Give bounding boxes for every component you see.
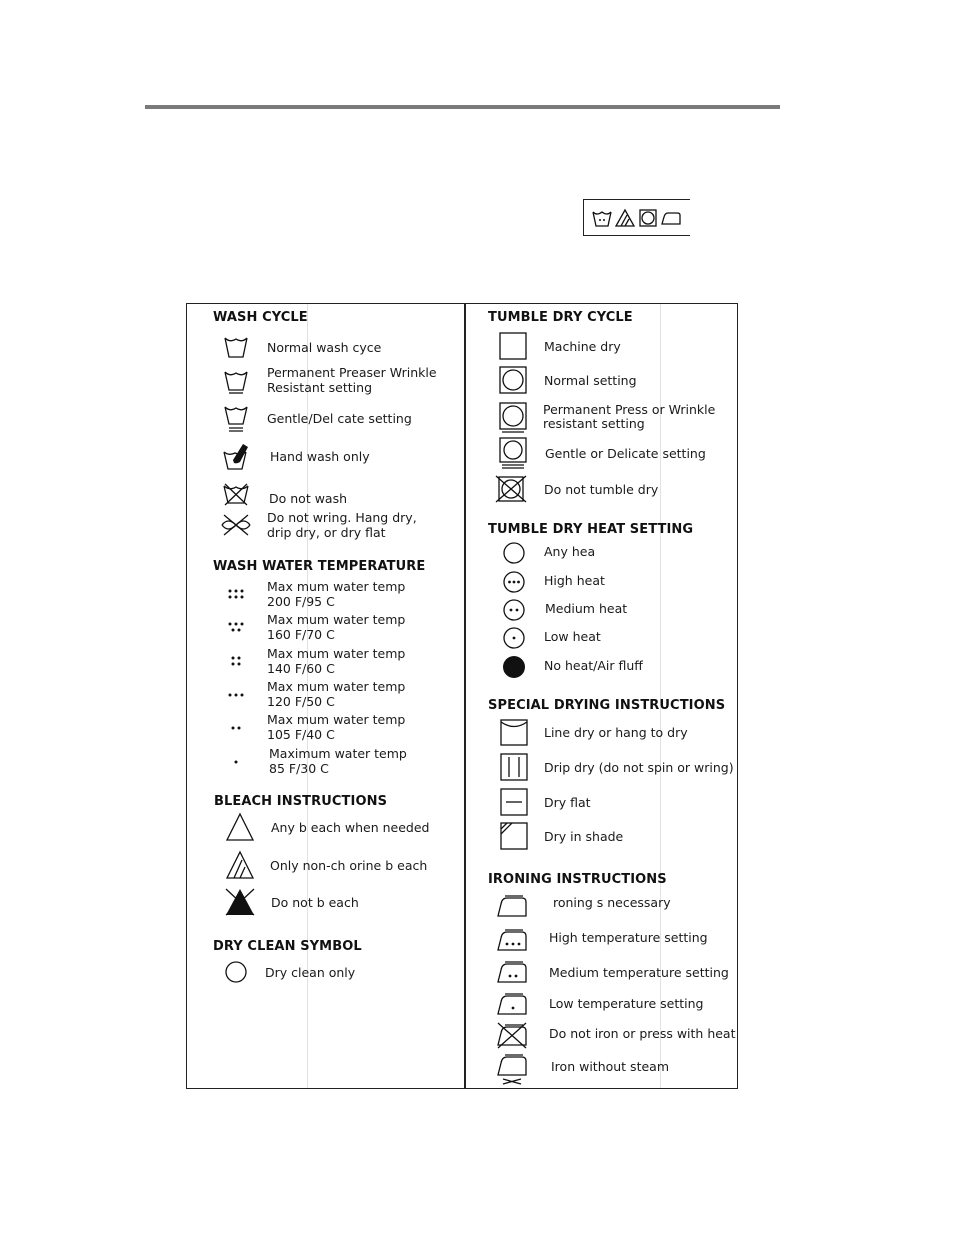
item-label: Iron without steam [551,1058,669,1074]
iron-medium-icon [495,958,529,986]
temp-item-160 [219,611,405,643]
five-dots-icon [226,620,246,634]
bleach-non-chlorine-icon [614,208,636,228]
machine-dry-icon [498,331,528,361]
item-label: 160 F/70 C [267,627,335,642]
tumble-dry-icon [638,208,658,228]
bleach-item-do-not [223,886,359,918]
bleach-item-non-chlorine [223,849,427,881]
item-label: Do not b each [271,894,359,910]
wash-item-do-not-wring [219,509,417,541]
iron-item-low [495,988,703,1020]
heat-item-low [497,622,601,654]
wash-item-normal [219,331,381,363]
do-not-iron-icon [495,1020,529,1050]
low-heat-icon [501,625,527,651]
care-label-example [583,199,690,236]
item-label: Only non-ch orine b each [270,857,428,873]
heat-item-any [497,537,595,569]
tumble-item-do-not [494,473,658,505]
dry-in-shade-icon [499,821,529,851]
tumble-item-gentle [496,437,706,469]
dry-flat-icon [499,787,529,817]
ironing-instructions-title: IRONING INSTRUCTIONS [488,872,667,887]
item-label: Medium temperature setting [549,964,729,980]
item-label: Drip dry (do not spin or wring) [544,759,734,775]
medium-heat-icon [501,597,527,623]
item-label: High temperature setting [549,929,708,945]
tumble-item-permanent-press [496,401,715,433]
iron-no-steam-icon [495,1053,529,1085]
item-label: Normal setting [544,372,637,388]
item-label: resistant setting [543,416,645,431]
item-label: Do not wring. Hang dry, [267,510,417,525]
tumble-item-normal [496,364,637,396]
wash-water-temperature-title: WASH WATER TEMPERATURE [213,559,426,574]
item-label: Maximum water temp [269,746,407,761]
item-label: Medium heat [545,601,628,616]
drip-dry-icon [499,752,529,782]
item-label: Dry clean only [265,964,356,980]
tumble-permanent-press-icon [498,401,528,433]
item-label: No heat/Air fluff [544,657,643,673]
item-label: roning s necessary [553,894,671,910]
drying-item-shade [497,820,623,852]
iron-item-high [495,924,708,956]
item-label: 105 F/40 C [267,727,335,742]
iron-item-necessary [495,890,671,922]
four-dots-icon [226,654,246,668]
item-label: Max mum water temp [267,579,406,594]
wash-tub-icon [591,208,613,228]
wash-item-permanent-press [219,364,437,396]
dry-clean-circle-icon [223,959,249,985]
item-label: Max mum water temp [267,679,406,694]
drying-item-drip [497,751,734,783]
item-label: Any hea [544,543,596,559]
three-dots-icon [226,687,246,701]
iron-item-medium [495,956,729,988]
item-label: 140 F/60 C [267,661,335,676]
temp-item-85 [219,745,407,777]
wash-gentle-icon [222,403,250,433]
bleach-item-any [223,811,429,843]
column-divider [464,304,466,1088]
item-label: Low heat [544,629,601,644]
do-not-bleach-icon [223,886,257,918]
iron-icon [659,208,683,228]
tumble-normal-icon [498,365,528,395]
dry-clean-symbol-title: DRY CLEAN SYMBOL [213,939,362,954]
temp-item-105 [219,711,405,743]
non-chlorine-bleach-icon [225,850,255,880]
care-symbols-chart [186,303,738,1089]
item-label: Hand wash only [270,448,370,464]
item-label: Permanent Preaser Wrinkle [267,365,437,380]
heat-item-none [497,651,643,683]
item-label: drip dry, or dry flat [267,525,386,540]
no-heat-icon [501,654,527,680]
drying-item-line [497,716,688,748]
item-label: High heat [544,573,605,588]
item-label: Gentle/Del cate setting [267,410,412,426]
tumble-dry-heat-setting-title: TUMBLE DRY HEAT SETTING [488,522,694,537]
temp-item-200 [219,578,405,610]
wash-item-gentle [219,402,412,434]
do-not-wash-icon [221,481,251,507]
do-not-wring-icon [219,512,253,538]
bleach-triangle-icon [225,812,255,842]
item-label: Dry in shade [544,828,624,844]
item-label: Any b each when needed [271,819,430,835]
wash-normal-icon [222,334,250,360]
bleach-instructions-title: BLEACH INSTRUCTIONS [214,794,388,809]
special-drying-instructions-title: SPECIAL DRYING INSTRUCTIONS [488,698,726,713]
one-dot-icon [226,754,246,768]
item-label: Do not tumble dry [544,481,659,497]
item-label: Do not wash [269,490,348,506]
two-dots-icon [226,720,246,734]
iron-icon [495,892,529,920]
line-dry-icon [499,717,529,747]
item-label: Max mum water temp [267,612,406,627]
item-label: Max mum water temp [267,646,406,661]
item-label: Normal wash cyce [267,339,382,355]
item-label: Max mum water temp [267,712,406,727]
temp-item-140 [219,645,405,677]
item-label: Resistant setting [267,380,373,395]
item-label: 200 F/95 C [267,594,335,609]
item-label: Permanent Press or Wrinkle [543,402,716,417]
item-label: Gentle or Delicate setting [545,445,706,461]
wash-item-do-not-wash [219,478,347,510]
do-not-tumble-dry-icon [494,474,528,504]
item-label: Machine dry [544,338,621,354]
header-rule [145,105,780,109]
item-label: Low temperature setting [549,995,704,1011]
item-label: Dry flat [544,794,591,810]
iron-item-do-not [495,1019,736,1051]
tumble-dry-cycle-title: TUMBLE DRY CYCLE [488,310,633,325]
item-label: 85 F/30 C [269,761,329,776]
dry-clean-item [219,956,355,988]
high-heat-icon [501,569,527,595]
drying-item-flat [497,786,591,818]
wash-permanent-press-icon [222,366,250,394]
iron-low-icon [495,990,529,1018]
any-heat-icon [501,540,527,566]
iron-high-icon [495,926,529,954]
wash-item-hand [219,440,370,472]
wash-cycle-title: WASH CYCLE [213,310,308,325]
item-label: 120 F/50 C [267,694,335,709]
item-label: Do not iron or press with heat [549,1025,736,1041]
temp-item-120 [219,678,405,710]
tumble-gentle-icon [498,436,528,470]
iron-item-no-steam [495,1053,669,1085]
hand-wash-icon [221,440,251,472]
tumble-item-machine [496,330,621,362]
item-label: Line dry or hang to dry [544,724,688,740]
six-dots-icon [226,587,246,601]
